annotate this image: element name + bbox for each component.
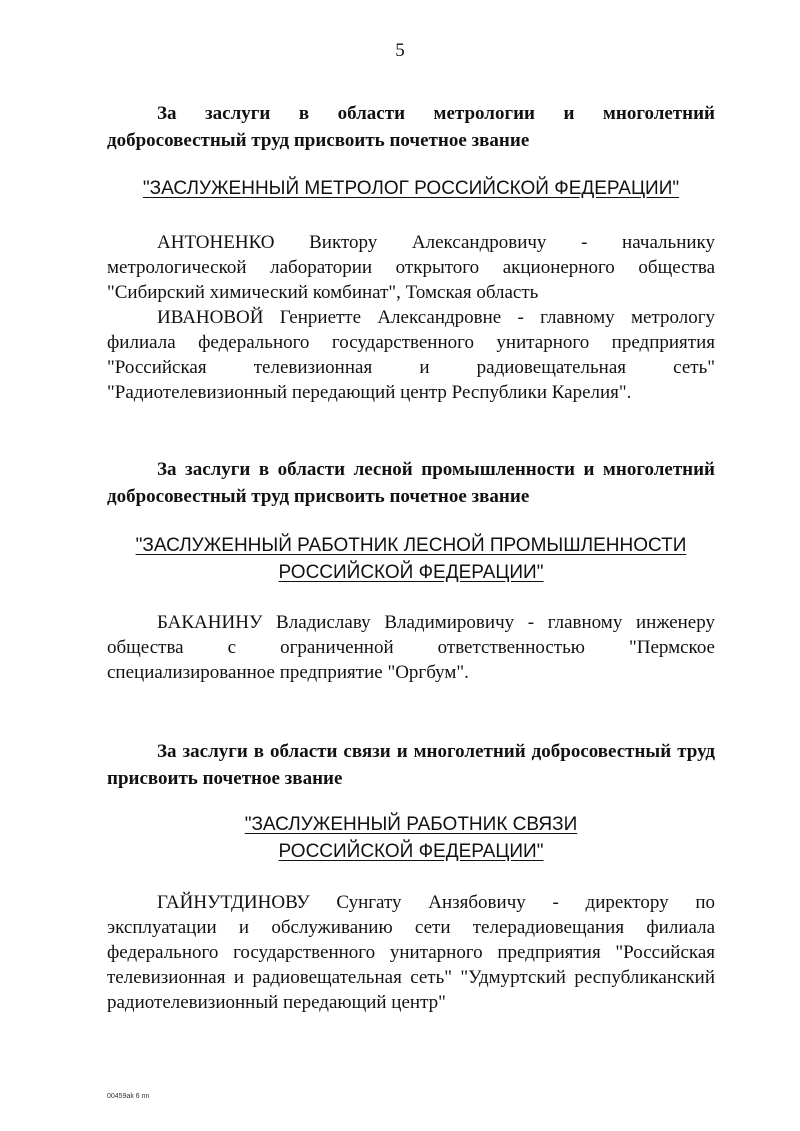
award-title-block: [107, 532, 715, 586]
section-intro: За заслуги в области лесной промышленности и многолетний добросовестный труд присвоить почетное звание: [107, 459, 715, 507]
awardee-paragraph: БАКАНИНУ Владиславу Владимировичу - главному инженеру общества с ограниченной ответственностью "Пермское специализированное предприятие "Оргбум".: [107, 612, 715, 683]
awardee-list: [107, 890, 715, 1015]
footer-code: 00459ak 6 nn: [107, 1093, 150, 1100]
award-title: "ЗАСЛУЖЕННЫЙ МЕТРОЛОГ РОССИЙСКОЙ ФЕДЕРАЦИИ": [142, 178, 680, 199]
awardee-paragraph: АНТОНЕНКО Виктору Александровичу - начальнику метрологической лаборатории открытого акционерного общества "Сибирский химический комбинат", Томская область: [107, 232, 715, 303]
section-metrology: [107, 100, 715, 154]
section-intro: За заслуги в области связи и многолетний добросовестный труд присвоить почетное звание: [107, 741, 715, 789]
awardee-list: [107, 230, 715, 405]
award-title-line: "ЗАСЛУЖЕННЫЙ РАБОТНИК СВЯЗИ: [244, 814, 578, 835]
section-forestry: [107, 456, 715, 510]
award-title-block: [107, 175, 715, 202]
page-number: 5: [395, 40, 405, 61]
awardee-list: [107, 610, 715, 685]
section-communications: [107, 738, 715, 792]
section-intro: За заслуги в области метрологии и многолетний добросовестный труд присвоить почетное звание: [107, 103, 715, 151]
award-title-block: [107, 811, 715, 865]
award-title-line: РОССИЙСКОЙ ФЕДЕРАЦИИ": [278, 841, 544, 862]
award-title-line: РОССИЙСКОЙ ФЕДЕРАЦИИ": [278, 562, 544, 583]
awardee-paragraph: ИВАНОВОЙ Генриетте Александровне - главному метрологу филиала федерального государственного унитарного предприятия "Российская телевизионная и радиовещательная сеть" "Радиотелевизионный передающий центр Республики Карелия".: [107, 307, 715, 403]
awardee-paragraph: ГАЙНУТДИНОВУ Сунгату Анзябовичу - директору по эксплуатации и обслуживанию сети телерадиовещания филиала федерального государственного унитарного предприятия "Российская телевизионная и радиовещательная сеть" "Удмуртский республиканский радиотелевизионный передающий центр": [107, 892, 715, 1013]
award-title-line: "ЗАСЛУЖЕННЫЙ РАБОТНИК ЛЕСНОЙ ПРОМЫШЛЕННОСТИ: [135, 535, 687, 556]
